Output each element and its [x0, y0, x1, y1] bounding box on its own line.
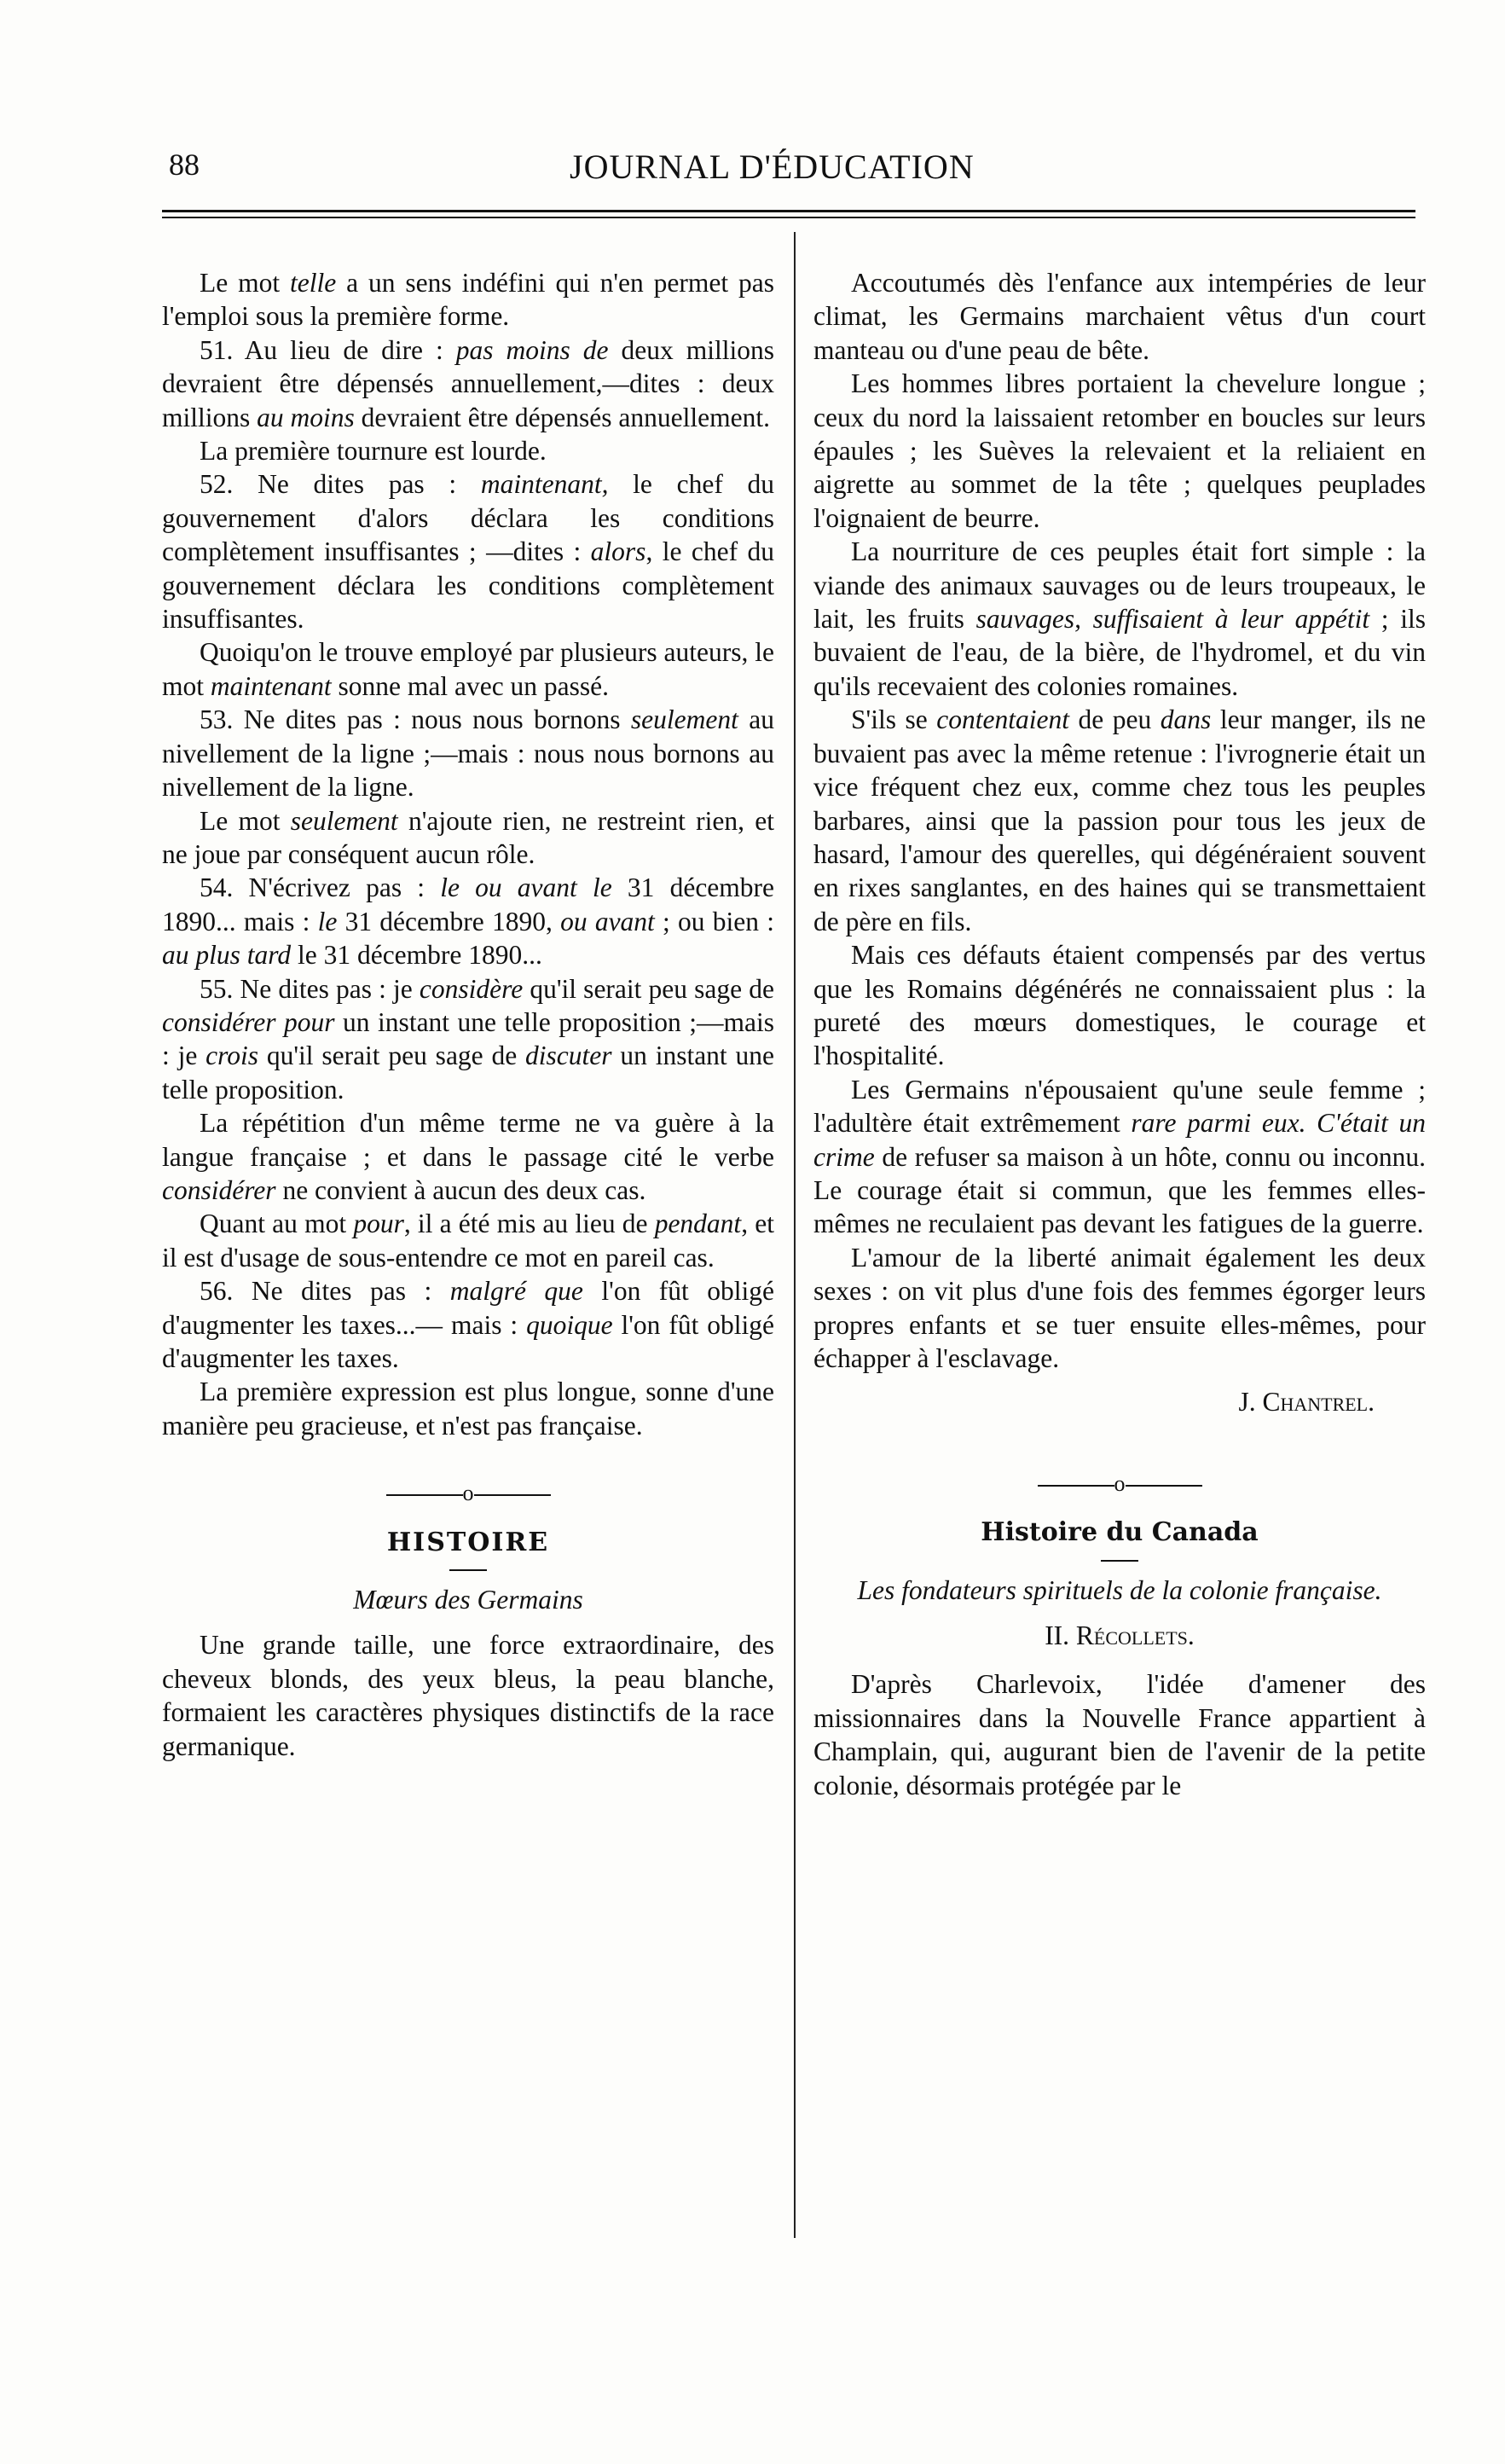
paragraph: Quoiqu'on le trouve employé par plusieurs auteurs, le mot maintenant sonne mal avec un passé.: [162, 637, 775, 701]
paragraph: D'après Charlevoix, l'idée d'amener des missionnaires dans la Nouvelle France appartient à Champlain, qui, augurant bien de l'avenir de la petite colonie, désormais protégée par le: [813, 1669, 1426, 1800]
paragraph: Accoutumés dès l'enfance aux intempéries de leur climat, les Germains marchaient vêtus d'un court manteau ou d'une peau de bête.: [813, 268, 1426, 365]
rule-53: 53. Ne dites pas : nous nous bornons seulement au nivellement de la ligne ;—mais : nous nous bornons au nivellement de la ligne.: [162, 704, 775, 803]
paragraph: La première tournure est lourde.: [200, 436, 547, 467]
section-title: HISTOIRE: [386, 1527, 550, 1557]
paragraph: Les hommes libres portaient la chevelure longue ; ceux du nord la laissaient retomber en boucles sur leurs épaules ; les Suèves la relevaient et la reliaient en aigrette au sommet de la tête ; quelques peuplades l'oignaient de beurre.: [813, 368, 1426, 533]
rule-55: 55. Ne dites pas : je considère qu'il serait peu sage de considérer pour un instant une telle proposition ;—mais : je crois qu'il serait peu sage de discuter un instant une telle proposition.: [162, 973, 774, 1104]
paragraph: Les Germains n'épousaient qu'une seule femme ; l'adultère était extrêmement rare parmi eux. C'était un crime de refuser sa maison à un hôte, connu ou inconnu. Le courage était si commun, que les femmes elles-mêmes ne reculaient pas devant les fatigues de la guerre.: [813, 1074, 1427, 1239]
header-rule: [162, 210, 1415, 212]
running-title: JOURNAL D'ÉDUCATION: [570, 148, 975, 186]
rule-54: 54. N'écrivez pas : le ou avant le 31 décembre 1890... mais : le 31 décembre 1890, ou avant ; ou bien : au plus tard le 31 décembre 1890...: [162, 873, 775, 971]
article-title: Mœurs des Germains: [353, 1585, 583, 1615]
paragraph: Mais ces défauts étaient compensés par des vertus que les Romains dégénérés ne connaissaient plus : la pureté des mœurs domestiques, le courage et l'hospitalité.: [813, 940, 1426, 1071]
paragraph: La première expression est plus longue, sonne d'une manière peu gracieuse, et n'est pas française.: [162, 1377, 774, 1441]
paragraph: Quant au mot pour, il a été mis au lieu de pendant, et il est d'usage de sous-entendre ce mot en pareil cas.: [162, 1209, 774, 1273]
paragraph: Le mot telle a un sens indéfini qui n'en permet pas l'emploi sous la première forme.: [162, 268, 774, 332]
section-separator: o: [813, 1467, 1426, 1500]
paragraph: Une grande taille, une force extraordinaire, des cheveux blonds, des yeux bleus, la peau blanche, formaient les caractères physiques distinctifs de la race germanique.: [162, 1630, 774, 1761]
paragraph: S'ils se contentaient de peu dans leur manger, ils ne buvaient pas avec la même retenue : l'ivrognerie était un vice fréquent chez eux, comme chez tous les peuples barbares, ainsi que la passion pour tous les jeux de hasard, l'amour des querelles, qui dégénéraient souvent en rixes sanglantes, en des haines qui se transmettaient de père en fils.: [813, 704, 1426, 936]
header-rule-thin: [162, 217, 1415, 218]
paragraph: L'amour de la liberté animait également les deux sexes : on vit plus d'une fois des femmes égorger leurs propres enfants et se tuer ensuite elles-mêmes, pour échapper à l'esclavage.: [813, 1242, 1426, 1373]
rule-56: 56. Ne dites pas : malgré que l'on fût obligé d'augmenter les taxes...— mais : quoique l'on fût obligé d'augmenter les taxes.: [162, 1276, 774, 1373]
chapter-heading: II. Récollets.: [1045, 1620, 1195, 1651]
section-separator: o: [162, 1476, 774, 1510]
rule-51: 51. Au lieu de dire : pas moins de deux millions devraient être dépensés annuellement,—dites : deux millions au moins devraient être dépensés annuellement.: [162, 334, 774, 432]
paragraph: La répétition d'un même terme ne va guère à la langue française ; et dans le passage cité le verbe considérer ne convient à aucun des deux cas.: [162, 1108, 774, 1205]
column-divider: [794, 232, 796, 2238]
article-subtitle: Les fondateurs spirituels de la colonie française.: [857, 1574, 1382, 1605]
short-rule: [449, 1569, 487, 1571]
left-column: [162, 266, 774, 1763]
right-column: [813, 266, 1426, 1802]
author-signature: J. Chantrel.: [1238, 1387, 1375, 1418]
page-number: 88: [169, 148, 200, 182]
paragraph: Le mot seulement n'ajoute rien, ne restreint rien, et ne joue par conséquent aucun rôle.: [162, 805, 774, 869]
section-title: Histoire du Canada: [981, 1517, 1259, 1548]
paragraph: La nourriture de ces peuples était fort simple : la viande des animaux sauvages ou de leurs troupeaux, le lait, les fruits sauvages, suffisaient à leur appétit ; ils buvaient de l'eau, de la bière, de l'hydromel, et du vin qu'ils recevaient des colonies romaines.: [813, 536, 1426, 701]
short-rule: [1101, 1560, 1138, 1562]
rule-52: 52. Ne dites pas : maintenant, le chef du gouvernement d'alors déclara les conditions complètement insuffisantes ; —dites : alors, le chef du gouvernement déclara les conditions complètement insuffisantes.: [162, 469, 775, 635]
